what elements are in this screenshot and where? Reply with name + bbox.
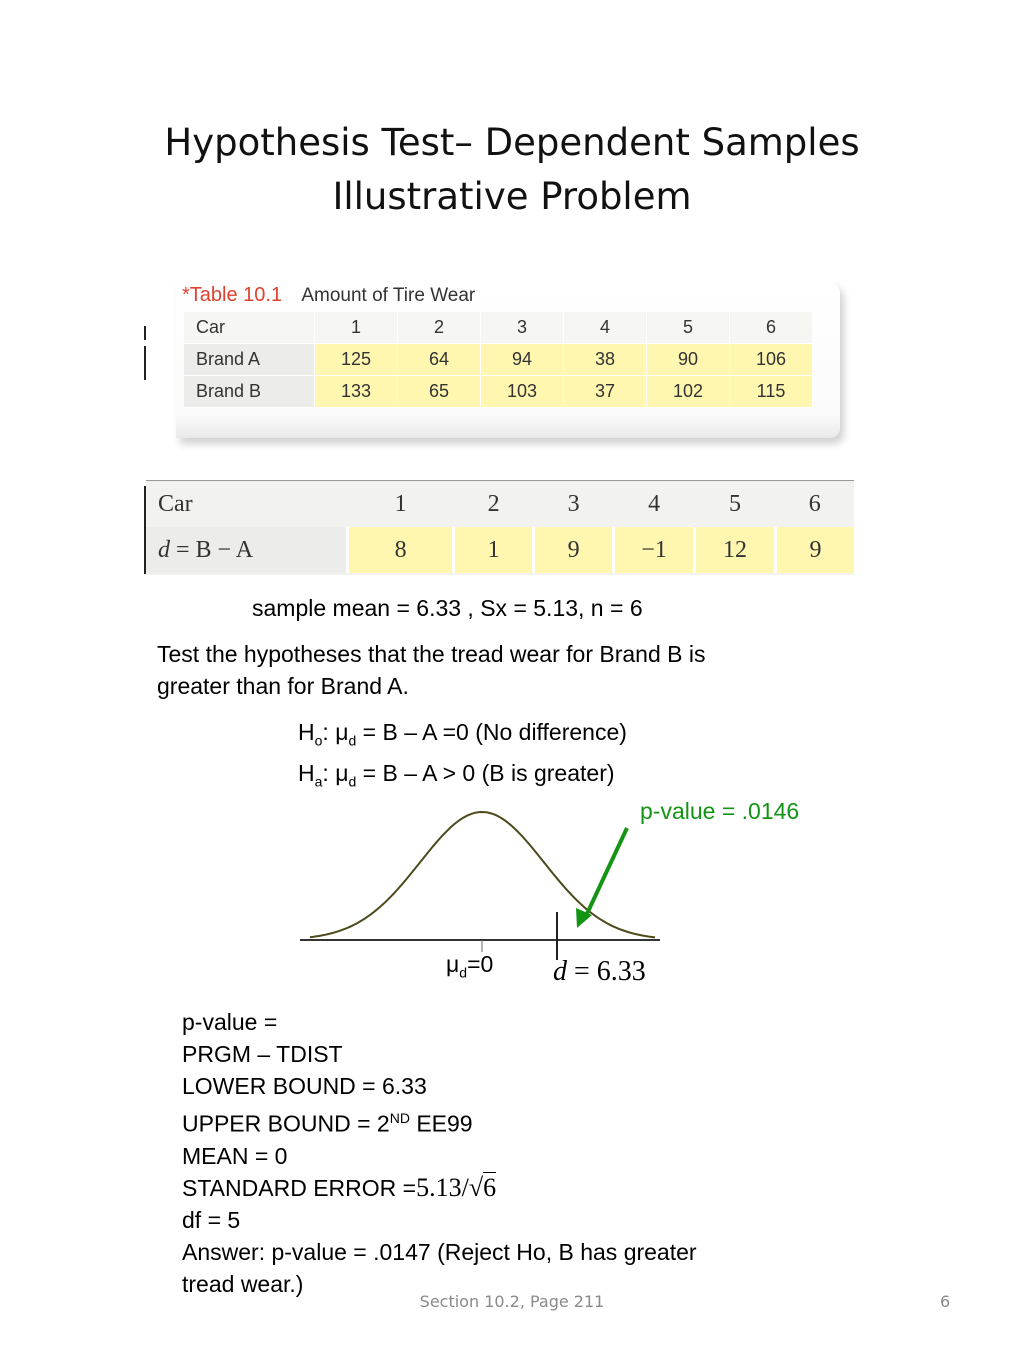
problem-line-2: greater than for Brand A. bbox=[157, 673, 409, 699]
title-line-1: Hypothesis Test– Dependent Samples bbox=[164, 121, 860, 164]
table-title: Amount of Tire Wear bbox=[301, 285, 476, 306]
calc-line: p-value = bbox=[182, 1009, 278, 1035]
table-cell: 90 bbox=[647, 344, 730, 376]
calc-line: df = 5 bbox=[182, 1206, 241, 1233]
pvalue-annotation: p-value = .0146 bbox=[640, 798, 800, 824]
row-label: Brand B bbox=[184, 376, 315, 408]
pvalue-arrow bbox=[585, 828, 627, 918]
calc-line: Answer: p-value = .0147 (Reject Ho, B has greater bbox=[182, 1238, 697, 1265]
table-cell: 1 bbox=[454, 527, 534, 573]
table-row bbox=[184, 376, 813, 408]
header-cell: 4 bbox=[648, 490, 661, 517]
table-header-row bbox=[184, 312, 813, 344]
difference-table bbox=[146, 480, 854, 575]
h-letter: H bbox=[298, 719, 315, 745]
t-distribution-graph bbox=[290, 800, 690, 960]
header-cell: 6 bbox=[730, 312, 813, 344]
slide-title bbox=[0, 116, 1024, 224]
header-cell: 5 bbox=[728, 490, 741, 517]
mu-symbol: : μ bbox=[322, 759, 349, 786]
h-subscript: o bbox=[314, 732, 323, 749]
hypotheses bbox=[298, 716, 627, 797]
header-cell: 4 bbox=[564, 312, 647, 344]
page-number: 6 bbox=[940, 1292, 951, 1311]
table-header-row bbox=[146, 481, 854, 527]
standard-error-formula bbox=[416, 1172, 496, 1202]
table-cell: −1 bbox=[614, 527, 695, 573]
null-hypothesis bbox=[298, 716, 627, 757]
calc-line: PRGM – TDIST bbox=[182, 1041, 343, 1067]
hypothesis-text: = B – A =0 (No difference) bbox=[356, 719, 627, 745]
table-cell: 103 bbox=[481, 376, 564, 408]
h-subscript: a bbox=[314, 773, 323, 790]
scan-bar bbox=[144, 346, 146, 380]
table-cell: 37 bbox=[564, 376, 647, 408]
hypothesis-text: = B – A > 0 (B is greater) bbox=[356, 759, 615, 786]
problem-statement bbox=[157, 638, 705, 702]
calc-line bbox=[182, 1102, 697, 1140]
row-label bbox=[146, 527, 348, 573]
table-cell: 94 bbox=[481, 344, 564, 376]
sample-stats: sample mean = 6.33 , Sx = 5.13, n = 6 bbox=[252, 595, 643, 621]
header-cell: Car bbox=[158, 490, 193, 517]
alternative-hypothesis bbox=[298, 757, 627, 798]
header-cell: 1 bbox=[315, 312, 398, 344]
table-cell: 115 bbox=[730, 376, 813, 408]
row-label-text: = B − A bbox=[170, 536, 254, 563]
table-row bbox=[184, 344, 813, 376]
mu-symbol: μ bbox=[446, 951, 460, 977]
d-variable: d bbox=[553, 956, 567, 987]
mu-symbol: : μ bbox=[322, 719, 349, 745]
mu-subscript: d bbox=[348, 773, 357, 790]
scan-bar bbox=[144, 326, 146, 340]
header-cell: 3 bbox=[481, 312, 564, 344]
superscript: ND bbox=[389, 1110, 410, 1126]
sample-mean-label bbox=[553, 956, 646, 988]
calc-line: MEAN = 0 bbox=[182, 1142, 288, 1169]
table-number: *Table 10.1 bbox=[182, 284, 283, 306]
formula-radicand: 6 bbox=[483, 1172, 497, 1202]
header-cell: 3 bbox=[567, 490, 580, 517]
formula-numerator: 5.13/ bbox=[416, 1172, 469, 1202]
table-cell: 9 bbox=[775, 527, 854, 573]
table-cell: 133 bbox=[315, 376, 398, 408]
calc-line: tread wear.) bbox=[182, 1270, 304, 1297]
header-cell: 6 bbox=[808, 490, 821, 517]
mean-label bbox=[446, 948, 493, 989]
calc-text: EE99 bbox=[409, 1110, 473, 1137]
mean-value: =0 bbox=[467, 951, 494, 977]
table-grid bbox=[184, 312, 813, 408]
header-cell: 1 bbox=[394, 490, 407, 517]
sqrt-symbol: √ bbox=[468, 1172, 484, 1202]
sample-mean-value: = 6.33 bbox=[567, 956, 646, 987]
table-cell: 106 bbox=[730, 344, 813, 376]
row-label: Brand A bbox=[184, 344, 315, 376]
calc-line: LOWER BOUND = 6.33 bbox=[182, 1073, 427, 1099]
h-letter: H bbox=[298, 759, 315, 786]
mu-subscript: d bbox=[348, 732, 357, 749]
header-cell: 2 bbox=[398, 312, 481, 344]
tire-wear-table bbox=[176, 280, 840, 438]
difference-grid bbox=[146, 481, 854, 573]
table-cell: 102 bbox=[647, 376, 730, 408]
table-row bbox=[146, 527, 854, 573]
table-cell: 8 bbox=[348, 527, 454, 573]
table-cell: 65 bbox=[398, 376, 481, 408]
table-cell: 38 bbox=[564, 344, 647, 376]
table-cell: 9 bbox=[534, 527, 614, 573]
footer-source: Section 10.2, Page 211 bbox=[419, 1292, 605, 1311]
d-variable: d bbox=[158, 536, 170, 563]
table-cell: 64 bbox=[398, 344, 481, 376]
table-caption bbox=[182, 284, 475, 307]
calc-line bbox=[182, 1172, 697, 1204]
problem-line-1: Test the hypotheses that the tread wear for Brand B is bbox=[157, 641, 706, 667]
calc-text: UPPER BOUND = 2 bbox=[182, 1110, 390, 1137]
calculation-steps bbox=[182, 1006, 697, 1300]
calc-text: STANDARD ERROR = bbox=[182, 1174, 417, 1201]
table-cell: 125 bbox=[315, 344, 398, 376]
table-cell: 12 bbox=[695, 527, 776, 573]
header-cell: 2 bbox=[487, 490, 500, 517]
header-cell: 5 bbox=[647, 312, 730, 344]
header-cell: Car bbox=[184, 312, 315, 344]
title-line-2: Illustrative Problem bbox=[332, 175, 692, 218]
mu-subscript: d bbox=[459, 964, 468, 981]
